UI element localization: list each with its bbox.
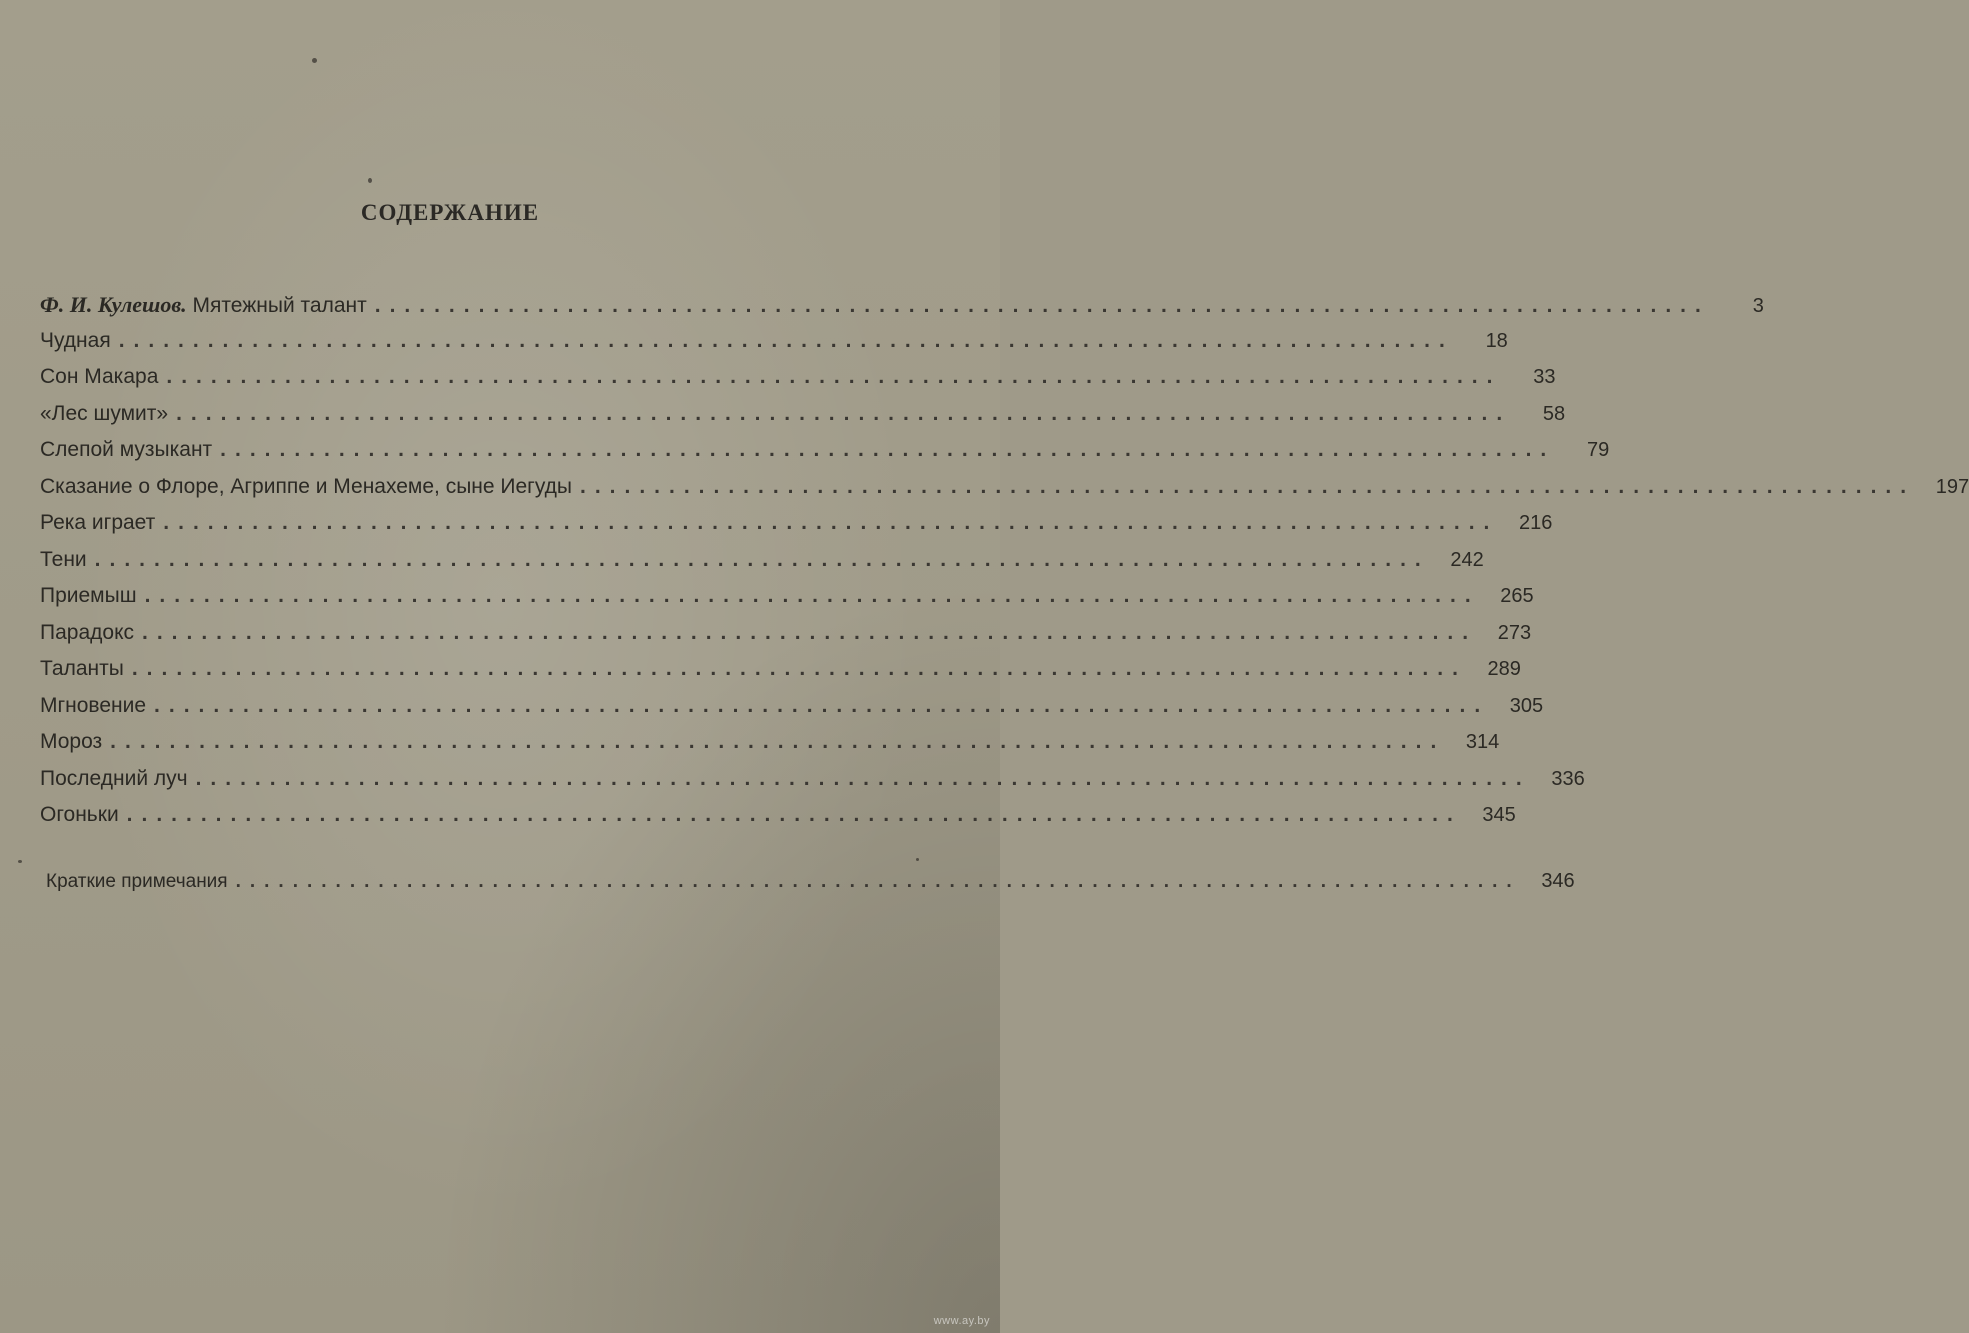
toc-entry[interactable] — [40, 584, 1534, 621]
toc-entry-page: 79 — [1587, 439, 1610, 461]
toc-entry[interactable] — [40, 511, 1553, 548]
toc-entry-title: Сказание о Флоре, Агриппе и Менахеме, сыне Иегуды — [40, 474, 572, 498]
toc-entry-page: 273 — [1497, 621, 1532, 644]
toc-entry-page: 216 — [1519, 512, 1553, 534]
dot-leader: .......................................................................................... — [166, 365, 1502, 388]
dot-leader: .......................................................................................... — [154, 693, 1490, 717]
dot-leader: .......................................................................................... — [163, 511, 1499, 534]
toc-entry-page: 346 — [1541, 869, 1575, 892]
dot-leader: .......................................................................................... — [579, 474, 1916, 498]
dot-leader: .......................................................................................... — [110, 730, 1446, 753]
toc-entry[interactable] — [40, 766, 1585, 804]
toc-entry-author: Ф. И. Кулешов. — [40, 292, 187, 317]
table-of-contents — [40, 292, 1969, 906]
toc-entry-title: Таланты — [40, 657, 124, 680]
dot-leader: .......................................................................................... — [94, 547, 1430, 571]
dot-leader: .......................................................................................... — [131, 657, 1467, 680]
dot-leader: .......................................................................................... — [235, 870, 1521, 892]
toc-entry[interactable] — [40, 438, 1610, 475]
toc-entry-page: 197 — [1935, 475, 1969, 498]
toc-entry-title: Последний луч — [40, 766, 188, 790]
toc-entry-title: Приемыш — [40, 584, 137, 607]
toc-entry-page: 265 — [1500, 585, 1534, 607]
toc-entry-page: 33 — [1533, 366, 1556, 388]
dot-leader: .......................................................................................... — [126, 803, 1462, 826]
toc-entry-title: Мороз — [40, 730, 103, 753]
dot-leader: .......................................................................................... — [176, 401, 1512, 425]
toc-entry-title: Река играет — [40, 511, 156, 534]
toc-entry-page: 336 — [1551, 767, 1585, 790]
toc-entry-kuleshov[interactable] — [40, 292, 1764, 329]
toc-entry-title: Мятежный талант — [192, 294, 367, 317]
ink-speck — [368, 178, 372, 183]
toc-entry[interactable] — [40, 803, 1516, 840]
toc-entry-page: 314 — [1465, 731, 1500, 753]
toc-entry-title: Краткие примечания — [46, 870, 228, 892]
page-title: СОДЕРЖАНИЕ — [360, 200, 540, 225]
toc-entry-title: «Лес шумит» — [40, 401, 169, 425]
toc-entry-title: Огоньки — [40, 803, 119, 826]
toc-entry-title: Сон Макара — [40, 365, 159, 388]
toc-entry-title: Парадокс — [40, 620, 134, 644]
toc-entry-notes[interactable] — [40, 869, 1575, 907]
dot-leader: .......................................................................................... — [195, 766, 1531, 790]
dot-leader: .......................................................................................... — [144, 584, 1480, 607]
toc-entry-page: 305 — [1509, 694, 1544, 717]
ink-speck — [312, 58, 317, 63]
ink-speck — [18, 860, 22, 863]
toc-entry[interactable] — [40, 620, 1532, 658]
toc-entry-label — [40, 292, 375, 318]
toc-entry-title: Тени — [40, 547, 87, 571]
toc-entry-title: Мгновение — [40, 693, 147, 717]
toc-entry[interactable] — [40, 657, 1521, 694]
watermark: www.ay.by — [933, 1315, 990, 1327]
dot-leader: .......................................................................................... — [118, 328, 1454, 352]
toc-entry-page: 242 — [1450, 548, 1484, 571]
toc-entry[interactable] — [40, 365, 1556, 402]
toc-entry[interactable] — [40, 547, 1484, 585]
toc-entry-page: 58 — [1542, 402, 1566, 425]
dot-leader: .......................................................................................... — [142, 620, 1478, 644]
toc-entry-page: 289 — [1487, 658, 1521, 680]
toc-entry-page: 345 — [1482, 804, 1516, 826]
toc-entry[interactable] — [40, 474, 1969, 512]
toc-entry[interactable] — [40, 328, 1508, 366]
dot-leader: .......................................................................................... — [220, 438, 1556, 461]
toc-entry-title: Слепой музыкант — [40, 438, 213, 461]
toc-entry[interactable] — [40, 693, 1544, 731]
toc-entry[interactable] — [40, 730, 1500, 767]
dot-leader: .......................................................................................... — [374, 294, 1710, 317]
toc-entry-page: 3 — [1752, 295, 1764, 317]
toc-entry-page: 18 — [1485, 329, 1508, 352]
toc-entry[interactable] — [40, 401, 1566, 439]
toc-entry-title: Чудная — [40, 328, 111, 352]
